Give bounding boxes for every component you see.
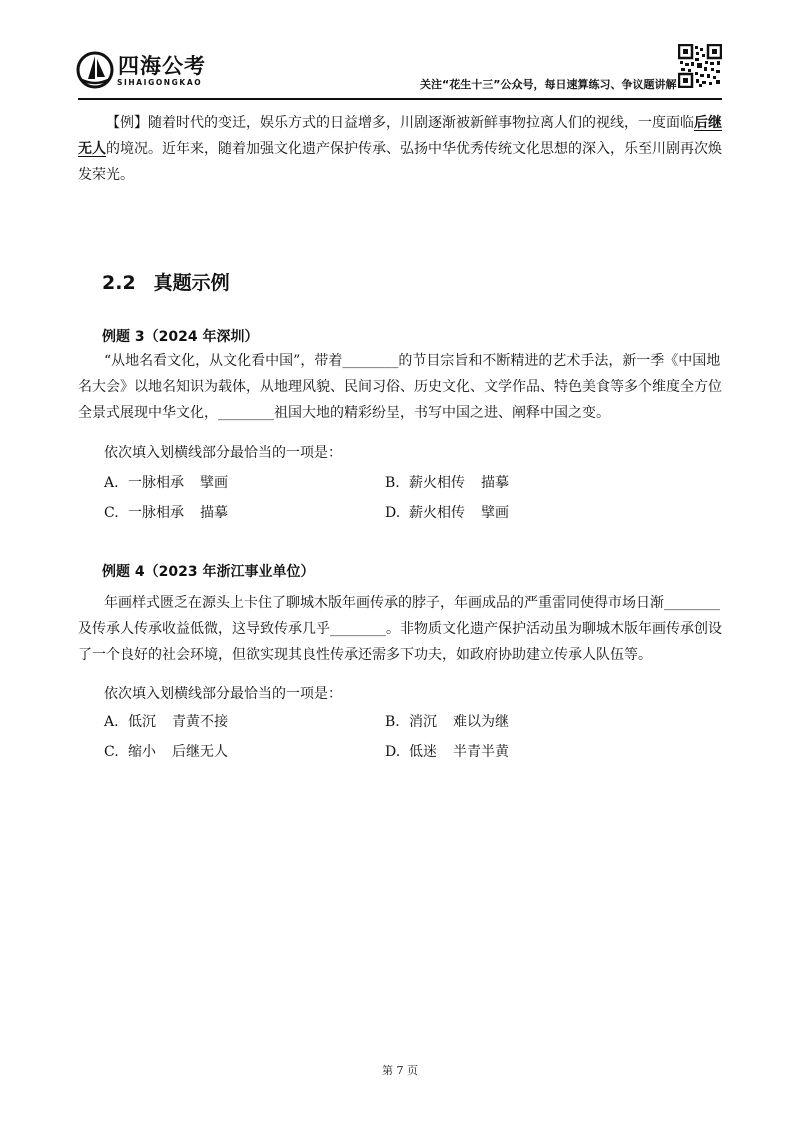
question-3-prompt: 依次填入划横线部分最恰当的一项是：	[104, 445, 342, 461]
option-word-2: 难以为继	[453, 714, 509, 730]
question-3-option-d[interactable]	[385, 502, 509, 522]
option-word-1: 一脉相承	[128, 475, 184, 491]
question-3-stem: “从地名看文化，从文化看中国”，带着________的节目宗旨和不断精进的艺术手法，新一季《中国地名大会》以地名知识为载体，从地理风貌、民间习俗、历史文化、文学作品、特色美食等多个维度全方位全景式展现中华文化，________祖国大地的精彩纷呈，书写中国之进、阐释中国之变。	[78, 353, 722, 421]
option-word-2: 后继无人	[172, 744, 228, 760]
section-number: 2.2	[102, 272, 136, 294]
qr-code-icon	[678, 44, 722, 88]
sailboat-logo-icon	[76, 50, 114, 90]
option-word-2: 擘画	[481, 505, 509, 521]
question-4-option-a[interactable]	[104, 711, 228, 731]
question-4-stem: 年画样式匮乏在源头上卡住了聊城木版年画传承的脖子，年画成品的严重雷同使得市场日渐________及传承人传承收益低微，这导致传承几乎________。非物质文化遗产保护活动虽为聊城木版年画传承创设了一个良好的社会环境，但欲实现其良性传承还需多下功夫，如政府协助建立传承人队伍等。	[78, 595, 722, 663]
option-word-1: 低迷	[409, 744, 437, 760]
header-divider	[78, 98, 722, 100]
question-3-title: 例题 3（2024 年深圳）	[102, 329, 259, 345]
option-word-1: 一脉相承	[128, 505, 184, 521]
option-word-2: 描摹	[200, 505, 228, 521]
example-highlight: 后继无人	[78, 115, 722, 157]
option-word-2: 半青半黄	[453, 744, 509, 760]
option-letter: A.	[104, 475, 119, 491]
option-letter: B.	[385, 714, 400, 730]
question-4-option-b[interactable]	[385, 711, 509, 731]
option-letter: A.	[104, 714, 119, 730]
question-4-prompt: 依次填入划横线部分最恰当的一项是：	[104, 686, 342, 702]
section-heading	[102, 268, 230, 295]
option-word-1: 低沉	[128, 714, 156, 730]
option-letter: D.	[385, 744, 401, 760]
option-word-2: 描摹	[481, 475, 509, 491]
brand-logo	[76, 50, 226, 94]
page-header	[0, 0, 800, 105]
option-word-2: 青黄不接	[172, 714, 228, 730]
option-letter: C.	[104, 744, 119, 760]
example-text-lead: 【例】随着时代的变迁，娱乐方式的日益增多，川剧逐渐被新鲜事物拉离人们的视线，一度面临	[106, 115, 694, 131]
brand-subtitle: SIHAIGONGKAO	[117, 78, 203, 87]
question-3-option-c[interactable]	[104, 502, 228, 522]
question-3-option-a[interactable]	[104, 472, 228, 492]
option-letter: C.	[104, 505, 119, 521]
option-word-1: 缩小	[128, 744, 156, 760]
example-paragraph	[78, 110, 724, 188]
option-word-1: 薪火相传	[409, 505, 465, 521]
page-number: 第 7 页	[382, 1064, 418, 1077]
section-title: 真题示例	[153, 272, 230, 294]
example-text-tail: 的境况。近年来，随着加强文化遗产保护传承、弘扬中华优秀传统文化思想的深入，乐至川剧再次焕发荣光。	[78, 141, 722, 183]
question-4-option-d[interactable]	[385, 741, 509, 761]
question-4-title: 例题 4（2023 年浙江事业单位）	[102, 564, 315, 580]
option-word-1: 薪火相传	[409, 475, 465, 491]
header-note: 关注“花生十三”公众号，每日速算练习、争议题讲解	[420, 78, 677, 91]
brand-name: 四海公考	[118, 54, 206, 78]
option-word-1: 消沉	[409, 714, 437, 730]
option-letter: D.	[385, 505, 401, 521]
question-3-option-b[interactable]	[385, 472, 509, 492]
option-letter: B.	[385, 475, 400, 491]
question-4-option-c[interactable]	[104, 741, 228, 761]
option-word-2: 擘画	[200, 475, 228, 491]
